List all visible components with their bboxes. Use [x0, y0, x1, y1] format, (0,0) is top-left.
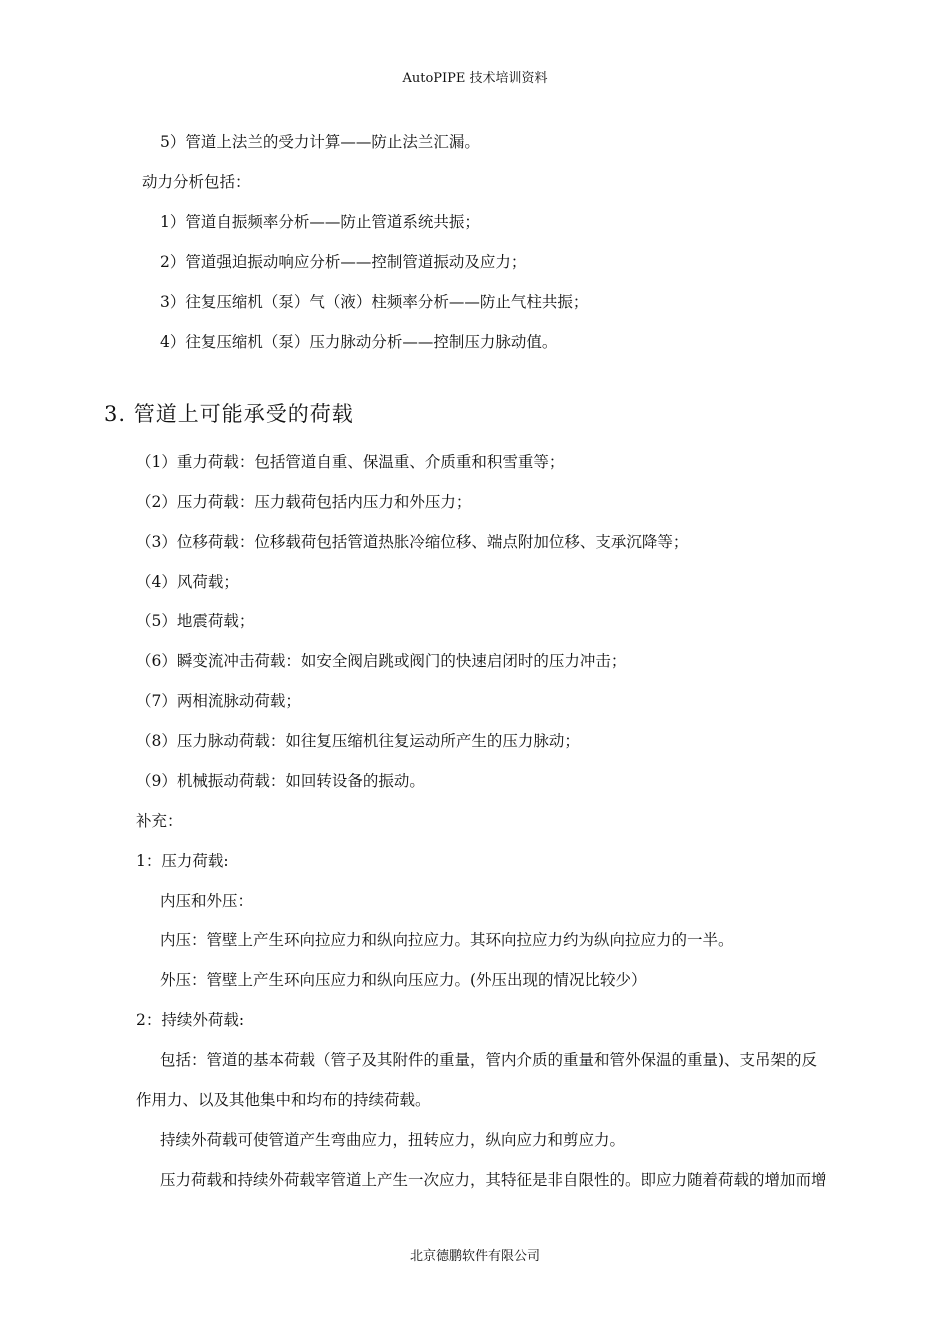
dynamic-item-1: 1）管道自振频率分析——防止管道系统共振； [160, 213, 480, 231]
dynamic-item-3: 3）往复压缩机（泵）气（液）柱频率分析——防止气柱共振； [160, 293, 589, 311]
static-item-5: 5）管道上法兰的受力计算——防止法兰汇漏。 [160, 133, 480, 151]
pressure-line-3: 外压：管壁上产生环向压应力和纵向压应力。(外压出现的情况比较少） [160, 971, 647, 989]
sustained-line-3: 持续外荷载可使管道产生弯曲应力，扭转应力，纵向应力和剪应力。 [160, 1131, 626, 1149]
sustained-line-4: 压力荷载和持续外荷载宰管道上产生一次应力，其特征是非自限性的。即应力随着荷载的增加而增 [160, 1171, 827, 1189]
pressure-line-1: 内压和外压： [160, 892, 254, 910]
load-item-2: （2）压力荷载：压力载荷包括内压力和外压力； [136, 493, 472, 511]
pressure-load-title: 1：压力荷载: [136, 852, 229, 870]
load-item-1: （1）重力荷载：包括管道自重、保温重、介质重和积雪重等； [136, 453, 565, 471]
load-item-7: （7）两相流脉动荷载； [136, 692, 301, 710]
dynamic-item-4: 4）往复压缩机（泵）压力脉动分析——控制压力脉动值。 [160, 333, 558, 351]
dynamic-analysis-title: 动力分析包括： [142, 173, 251, 191]
sustained-line-2: 作用力、以及其他集中和均布的持续荷载。 [136, 1091, 431, 1109]
load-item-5: （5）地震荷载； [136, 612, 255, 630]
sustained-load-title: 2：持续外荷载: [136, 1011, 245, 1029]
page-footer: 北京德鹏软件有限公司 [409, 1249, 540, 1264]
dynamic-item-2: 2）管道强迫振动响应分析——控制管道振动及应力； [160, 253, 527, 271]
load-item-6: （6）瞬变流冲击荷载：如安全阀启跳或阀门的快速启闭时的压力冲击； [136, 652, 627, 670]
sustained-line-1: 包括：管道的基本荷载（管子及其附件的重量，管内介质的重量和管外保温的重量)、支吊架的反 [160, 1051, 818, 1069]
page-header: AutoPIPE 技术培训资料 [402, 71, 548, 86]
load-item-3: （3）位移荷载：位移载荷包括管道热胀冷缩位移、端点附加位移、支承沉降等； [136, 533, 689, 551]
load-item-8: （8）压力脉动荷载：如往复压缩机往复运动所产生的压力脉动； [136, 732, 580, 750]
section-title: 3. 管道上可能承受的荷载 [104, 402, 354, 426]
supplement-title: 补充： [136, 812, 183, 830]
pressure-line-2: 内压：管壁上产生环向拉应力和纵向拉应力。其环向拉应力约为纵向拉应力的一半。 [160, 931, 734, 949]
load-item-4: （4）风荷载； [136, 573, 239, 591]
load-item-9: （9）机械振动荷载：如回转设备的振动。 [136, 772, 425, 790]
